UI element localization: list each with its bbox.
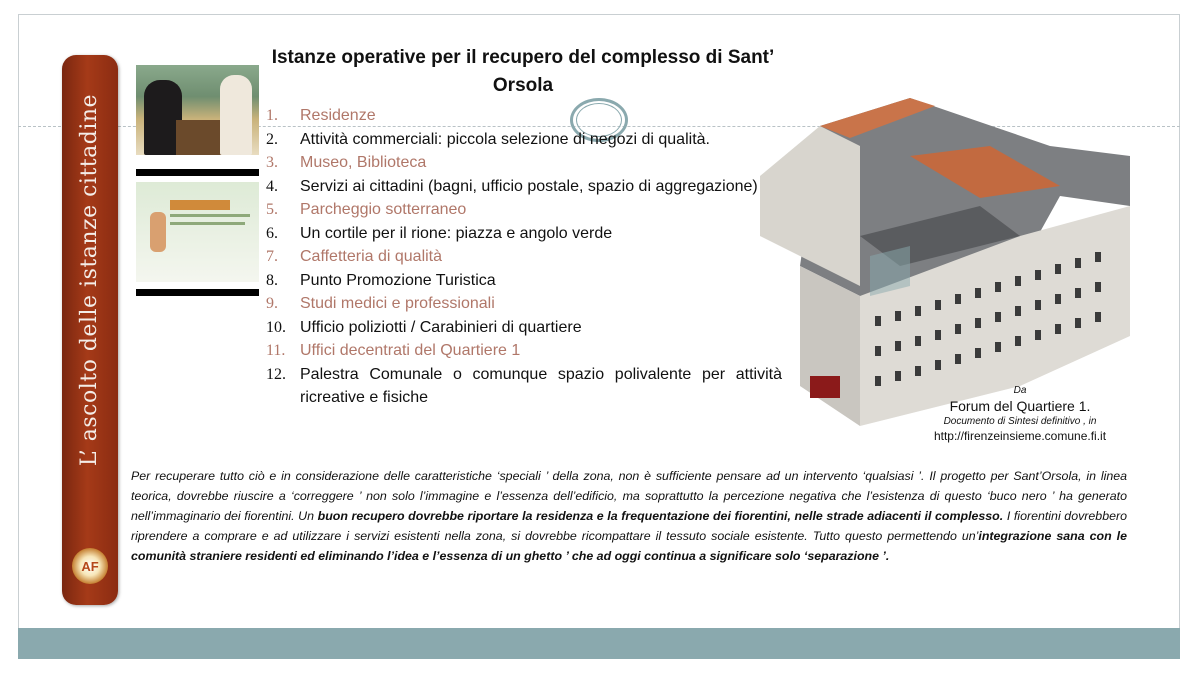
newsletter-text-line [170,214,250,217]
list-item-number: 10. [266,318,286,336]
slide-title: Istanze operative per il recupero del complesso di Sant’ Orsola [271,47,775,96]
logo-icon [72,548,108,584]
newsletter-figure [150,212,166,252]
photo-divider-bar [136,169,259,176]
list-item-label: Attività commerciali: piccola selezione di negozi di qualità. [300,130,710,148]
paragraph-text: I fiorentini dovrebbero riprendere a comprare e ad utilizzare i servizi esistenti nella zona, si dovrebbe ricompattare il tessuto sociale esistente. Tutto questo permettendo un’ [131,509,1127,543]
counter-shape [176,120,226,155]
list-item-label: Punto Promozione Turistica [300,271,496,289]
list-item-label: Studi medici e professionali [300,295,495,312]
list-item [266,339,782,363]
list-item-number: 9. [266,295,278,312]
list-item-label: Ufficio poliziotti / Carabinieri di quartiere [300,318,582,336]
list-item [266,128,782,152]
newsletter-title-bar [170,200,230,210]
list-item [266,151,782,175]
list-item-number: 4. [266,177,278,195]
paragraph-bold: integrazione sana con le comunità straniere residenti ed eliminando l’idea e l’essenza di un ghetto ’ che ad oggi continua a significare solo ‘separazione ’. [131,529,1127,563]
list-item-number: 1. [266,107,278,124]
sidebar-title: L’ ascolto delle istanze cittadine [77,93,102,467]
list-item [266,104,782,128]
list-item-number: 7. [266,248,278,265]
attribution-doc: Documento di Sintesi definitivo , in [943,416,1097,427]
newsletter-text-line [170,222,245,225]
list-item-label: Un cortile per il rione: piazza e angolo verde [300,224,613,242]
attribution-da: Da [1013,385,1027,396]
paragraph-text: Per recuperare tutto ciò e in considerazione delle caratteristiche ‘speciali ’ della zona, non è sufficiente pensare ad un intervento ‘qualsiasi ’. Il progetto per Sant’Orsola, in linea teorica, dovrebbe riuscire a ‘correggere ’ non solo l’immagine e l’essenza dell’edificio, ma soprattutto la percezione negativa che l’esistenza di questo ‘buco nero ’ ha generato nell’immaginario dei fiorentini. Un [131,469,1127,523]
list-item [266,175,782,199]
paragraph-bold: buon recupero dovrebbe riportare la residenza e la frequentazione dei fiorentini, nelle strade adiacenti il complesso. [317,509,1004,523]
footer-band [18,628,1180,659]
list-item-number: 11. [266,342,286,359]
attribution-url: http://firenzeinsieme.comune.fi.it [933,429,1107,443]
person-figure [220,75,252,155]
list-item [266,292,782,316]
list-item [266,316,782,340]
list-item-label: Residenze [300,107,376,124]
list-item-label: Uffici decentrati del Quartiere 1 [300,342,521,359]
attribution-forum: Forum del Quartiere 1. [949,398,1091,414]
instances-list [266,104,782,410]
list-item-number: 12. [266,365,286,383]
image-attribution [900,384,1140,444]
list-item [266,198,782,222]
list-item-number: 8. [266,271,278,289]
list-item-number: 3. [266,154,278,171]
list-item-number: 6. [266,224,278,242]
list-item [266,269,782,293]
photo-divider-bar [136,289,259,296]
list-item-label: Museo, Biblioteca [300,154,427,171]
list-item-label: Servizi ai cittadini (bagni, ufficio postale, spazio di aggregazione) [300,177,758,195]
list-item-number: 5. [266,201,278,218]
list-item-label: Parcheggio sotterraneo [300,201,467,218]
list-item-label: Caffetteria di qualità [300,248,443,265]
logo-text: AF [81,558,99,574]
list-item-label: Palestra Comunale o comunque spazio polivalente per attività ricreative e fisiche [300,365,782,406]
list-item-number: 2. [266,130,278,148]
list-item [266,245,782,269]
body-paragraph [131,466,1127,566]
list-item [266,222,782,246]
photo-people-at-counter [136,65,259,155]
list-item [266,363,782,410]
photo-newsletter [136,182,259,282]
